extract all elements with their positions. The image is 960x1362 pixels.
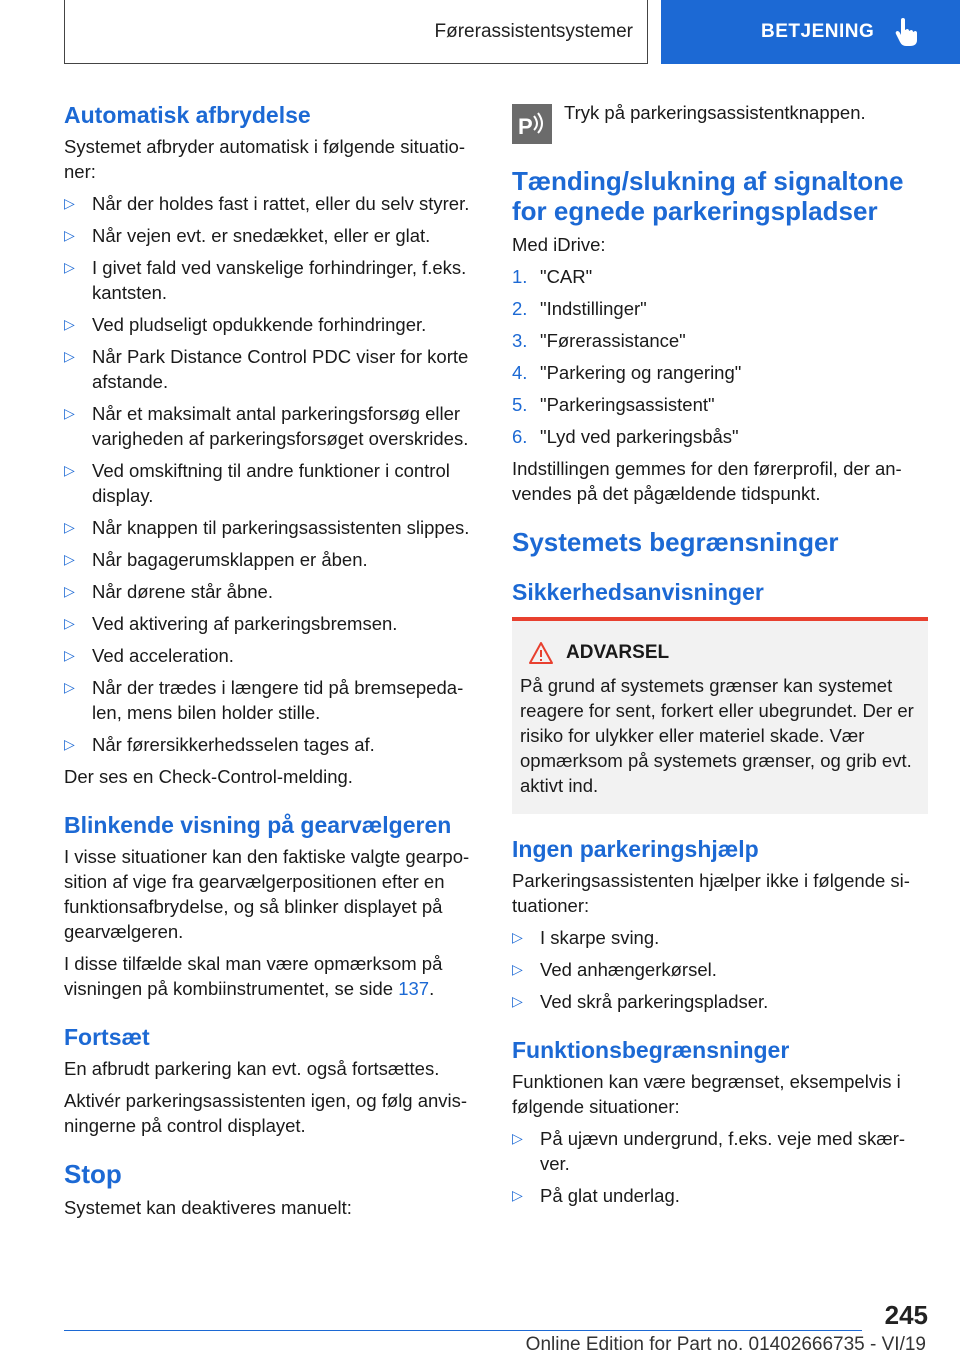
list-item: ▷ Ved omskiftning til andre funktioner i control display. [64, 460, 450, 506]
list-item: ▷ Når der trædes i længere tid på bremsepedalen, mens bilen holder stille. [64, 677, 464, 723]
triangle-bullet-icon: ▷ [64, 405, 75, 421]
paragraph-auto-intro: Systemet afbryder automatisk i følgende situationer: [64, 136, 466, 182]
paragraph-tryk: Tryk på parkeringsassistentknappen. [564, 102, 866, 123]
warning-text: På grund af systemets grænser kan systemet reagere for sent, forkert eller ubegrundet. Der er risiko for ulykker eller materiel skade. Vær opmærksom på systemets grænser, og grib evt. aktivt ind. [520, 675, 914, 796]
page-link-137[interactable]: 137 [398, 978, 430, 999]
list-item: 6. "Lyd ved parkeringsbås" [512, 426, 739, 447]
heading-sikkerhedsanvisninger: Sikkerhedsanvisninger [512, 579, 764, 605]
triangle-bullet-icon: ▷ [512, 993, 523, 1009]
triangle-bullet-icon: ▷ [64, 227, 75, 243]
list-item: ▷ Når der holdes fast i rattet, eller du selv styrer. [64, 193, 470, 214]
header-section-title: Førerassistentsystemer [434, 20, 633, 42]
list-item: 1. "CAR" [512, 266, 593, 287]
list-item: 5. "Parkeringsassistent" [512, 394, 715, 415]
paragraph-fortsaet-1: En afbrudt parkering kan evt. også fortsættes. [64, 1058, 440, 1079]
triangle-bullet-icon: ▷ [64, 195, 75, 211]
paragraph-ingen: Parkeringsassistenten hjælper ikke i følgende situationer: [512, 870, 910, 916]
header-chapter-title: BETJENING [761, 21, 875, 42]
list-item: ▷ Når vejen evt. er snedækket, eller er glat. [64, 225, 431, 246]
list-item: ▷ Ved anhængerkørsel. [512, 959, 717, 980]
hand-pointer-icon [894, 17, 920, 47]
paragraph-check-control: Der ses en Check-Control-melding. [64, 766, 353, 787]
triangle-bullet-icon: ▷ [64, 551, 75, 567]
svg-text:P: P [518, 114, 533, 139]
heading-signaltone: Tænding/slukning af signaltone for egnede parkeringspladser [512, 166, 904, 226]
heading-systemets-begraensninger: Systemets begrænsninger [512, 527, 839, 557]
heading-funktionsbegraensninger: Funktionsbegrænsninger [512, 1037, 790, 1063]
list-ingen [512, 925, 928, 1014]
heading-stop: Stop [64, 1159, 122, 1189]
triangle-bullet-icon: ▷ [64, 647, 75, 663]
heading-ingen-parkeringshjaelp: Ingen parkeringshjælp [512, 836, 759, 862]
paragraph-blink-1: I visse situationer kan den faktiske valgte gearposition af vige fra gearvælgerpositionen efter en funktionsafbrydelse, og så blinker displayet på gearvælgeren. [64, 846, 470, 942]
warning-box [512, 617, 928, 814]
left-column [64, 100, 480, 1227]
triangle-bullet-icon: ▷ [64, 519, 75, 535]
list-funk [512, 1126, 928, 1208]
list-item: 4. "Parkering og rangering" [512, 362, 742, 383]
park-assist-button-icon [512, 104, 552, 144]
list-item: 2. "Indstillinger" [512, 298, 647, 319]
triangle-bullet-icon: ▷ [64, 462, 75, 478]
footer-edition: Online Edition for Part no. 01402666735 - VI/19 [525, 1334, 926, 1355]
list-item: ▷ I givet fald ved vanskelige forhindringer, f.eks. kantsten. [64, 257, 467, 303]
list-item: ▷ Ved skrå parkeringspladser. [512, 991, 769, 1012]
triangle-bullet-icon: ▷ [512, 929, 523, 945]
triangle-bullet-icon: ▷ [64, 259, 75, 275]
heading-blinkende-visning: Blinkende visning på gearvælgeren [64, 812, 452, 838]
list-item: ▷ Ved pludseligt opdukkende forhindringer. [64, 314, 427, 335]
triangle-bullet-icon: ▷ [512, 1187, 523, 1203]
list-item: ▷ Ved acceleration. [64, 645, 234, 666]
heading-automatisk-afbrydelse: Automatisk afbrydelse [64, 102, 311, 128]
warning-title: ADVARSEL [566, 642, 670, 663]
triangle-bullet-icon: ▷ [64, 316, 75, 332]
warning-triangle-icon [528, 641, 554, 665]
list-item: ▷ Når dørene står åbne. [64, 581, 273, 602]
paragraph-fortsaet-2: Aktivér parkeringsassistenten igen, og følg anvisningerne på control displayet. [64, 1090, 468, 1136]
triangle-bullet-icon: ▷ [64, 679, 75, 695]
list-item: 3. "Førerassistance" [512, 330, 686, 351]
header-section [64, 0, 648, 64]
heading-fortsaet: Fortsæt [64, 1024, 150, 1050]
paragraph-idrive: Med iDrive: [512, 234, 606, 255]
list-item: ▷ Når Park Distance Control PDC viser for korte afstande. [64, 346, 469, 392]
list-item: ▷ På ujævn undergrund, f.eks. veje med skærver. [512, 1128, 906, 1174]
footer-divider [64, 1330, 862, 1331]
paragraph-stop: Systemet kan deaktiveres manuelt: [64, 1197, 352, 1218]
warning-header [520, 641, 914, 665]
list-item: ▷ Ved aktivering af parkeringsbremsen. [64, 613, 398, 634]
triangle-bullet-icon: ▷ [64, 348, 75, 364]
paragraph-saved: Indstillingen gemmes for den førerprofil, der anvendes på det pågældende tidspunkt. [512, 458, 902, 504]
list-item: ▷ Når knappen til parkeringsassistenten slippes. [64, 517, 470, 538]
page-number: 245 [884, 1300, 928, 1330]
list-idrive-steps [512, 264, 928, 449]
list-item: ▷ På glat underlag. [512, 1185, 680, 1206]
triangle-bullet-icon: ▷ [64, 583, 75, 599]
paragraph-funk: Funktionen kan være begrænset, eksempelvis i følgende situationer: [512, 1071, 901, 1117]
right-column [512, 100, 928, 1215]
triangle-bullet-icon: ▷ [512, 1130, 523, 1146]
list-item: ▷ Når førersikkerhedsselen tages af. [64, 734, 375, 755]
triangle-bullet-icon: ▷ [512, 961, 523, 977]
list-item: ▷ Når et maksimalt antal parkeringsforsøg eller varigheden af parkeringsforsøget overskrides. [64, 403, 469, 449]
header-chapter [661, 0, 960, 64]
paragraph-blink-2: I disse tilfælde skal man være opmærksom på visningen på kombiinstrumentet, se side 137. [64, 953, 443, 999]
list-auto-conditions [64, 191, 480, 757]
list-item: ▷ I skarpe sving. [512, 927, 660, 948]
list-item: ▷ Når bagagerumsklappen er åben. [64, 549, 368, 570]
triangle-bullet-icon: ▷ [64, 736, 75, 752]
park-button-row [512, 100, 928, 144]
triangle-bullet-icon: ▷ [64, 615, 75, 631]
